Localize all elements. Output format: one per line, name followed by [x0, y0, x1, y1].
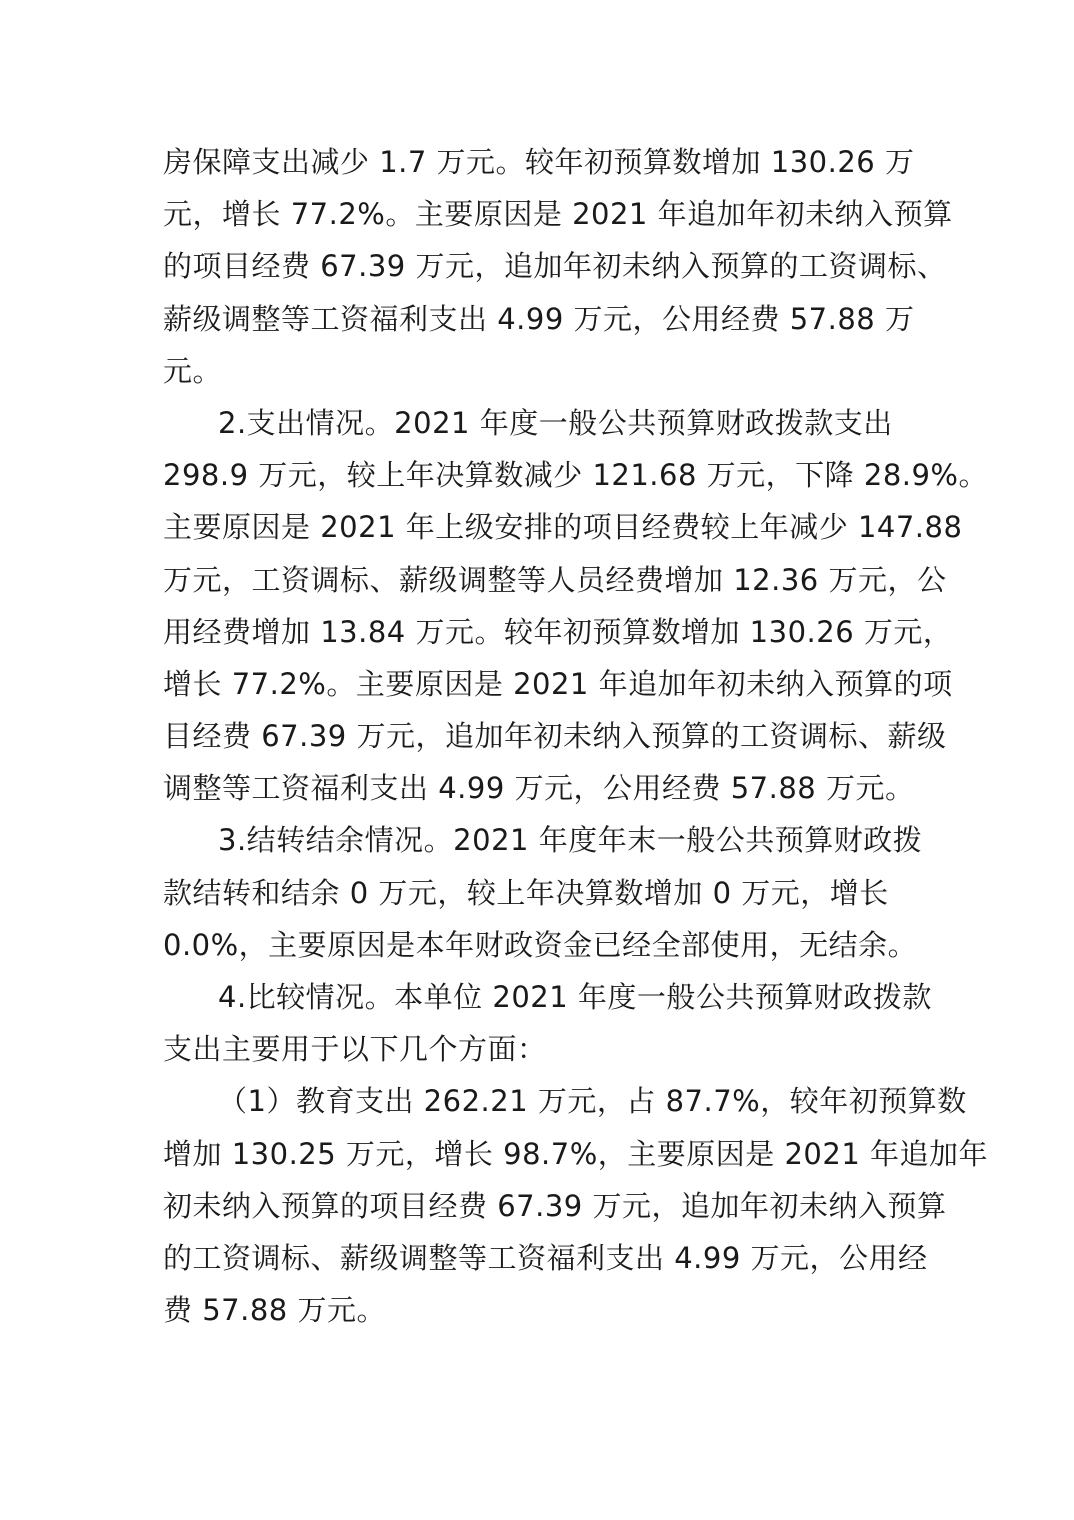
- text-line: 主要原因是 2021 年上级安排的项目经费较上年减少 147.88: [163, 510, 963, 545]
- text-line: 用经费增加 13.84 万元。较年初预算数增加 130.26 万元，: [163, 614, 953, 649]
- text-line: 支出主要用于以下几个方面：: [163, 1032, 547, 1067]
- text-line: 298.9 万元，较上年决算数减少 121.68 万元，下降 28.9%。: [163, 458, 988, 493]
- text-line: 增长 77.2%。主要原因是 2021 年追加年初未纳入预算的项: [163, 666, 953, 701]
- paragraph-start-line: （1）教育支出 262.21 万元，占 87.7%，较年初预算数: [218, 1084, 967, 1119]
- text-line: 房保障支出减少 1.7 万元。较年初预算数增加 130.26 万: [163, 145, 915, 179]
- text-line: 元。: [163, 353, 223, 388]
- text-line: 增加 130.25 万元，增长 98.7%，主要原因是 2021 年追加年: [163, 1136, 988, 1171]
- text-line: 调整等工资福利支出 4.99 万元，公用经费 57.88 万元。: [163, 771, 915, 806]
- text-line: 万元，工资调标、薪级调整等人员经费增加 12.36 万元，公: [163, 562, 947, 597]
- text-line: 0.0%，主要原因是本年财政资金已经全部使用，无结余。: [163, 927, 918, 962]
- text-line: 费 57.88 万元。: [163, 1293, 386, 1328]
- text-line: 元，增长 77.2%。主要原因是 2021 年追加年初未纳入预算: [163, 197, 953, 232]
- paragraph-start-line: 4.比较情况。本单位 2021 年度一般公共预算财政拨款: [218, 980, 932, 1014]
- text-line: 薪级调整等工资福利支出 4.99 万元，公用经费 57.88 万: [163, 301, 915, 336]
- text-line: 的工资调标、薪级调整等工资福利支出 4.99 万元，公用经: [163, 1240, 928, 1275]
- paragraph-start-line: 2.支出情况。2021 年度一般公共预算财政拨款支出: [218, 405, 893, 440]
- paragraph-start-line: 3.结转结余情况。2021 年度年末一般公共预算财政拨: [218, 823, 923, 858]
- text-line: 初未纳入预算的项目经费 67.39 万元，追加年初未纳入预算: [163, 1188, 947, 1223]
- document-body: [163, 136, 988, 1336]
- text-line: 目经费 67.39 万元，追加年初未纳入预算的工资调标、薪级: [163, 719, 947, 754]
- text-line: 款结转和结余 0 万元，较上年决算数增加 0 万元，增长: [163, 875, 889, 910]
- text-line: 的项目经费 67.39 万元，追加年初未纳入预算的工资调标、: [163, 249, 947, 284]
